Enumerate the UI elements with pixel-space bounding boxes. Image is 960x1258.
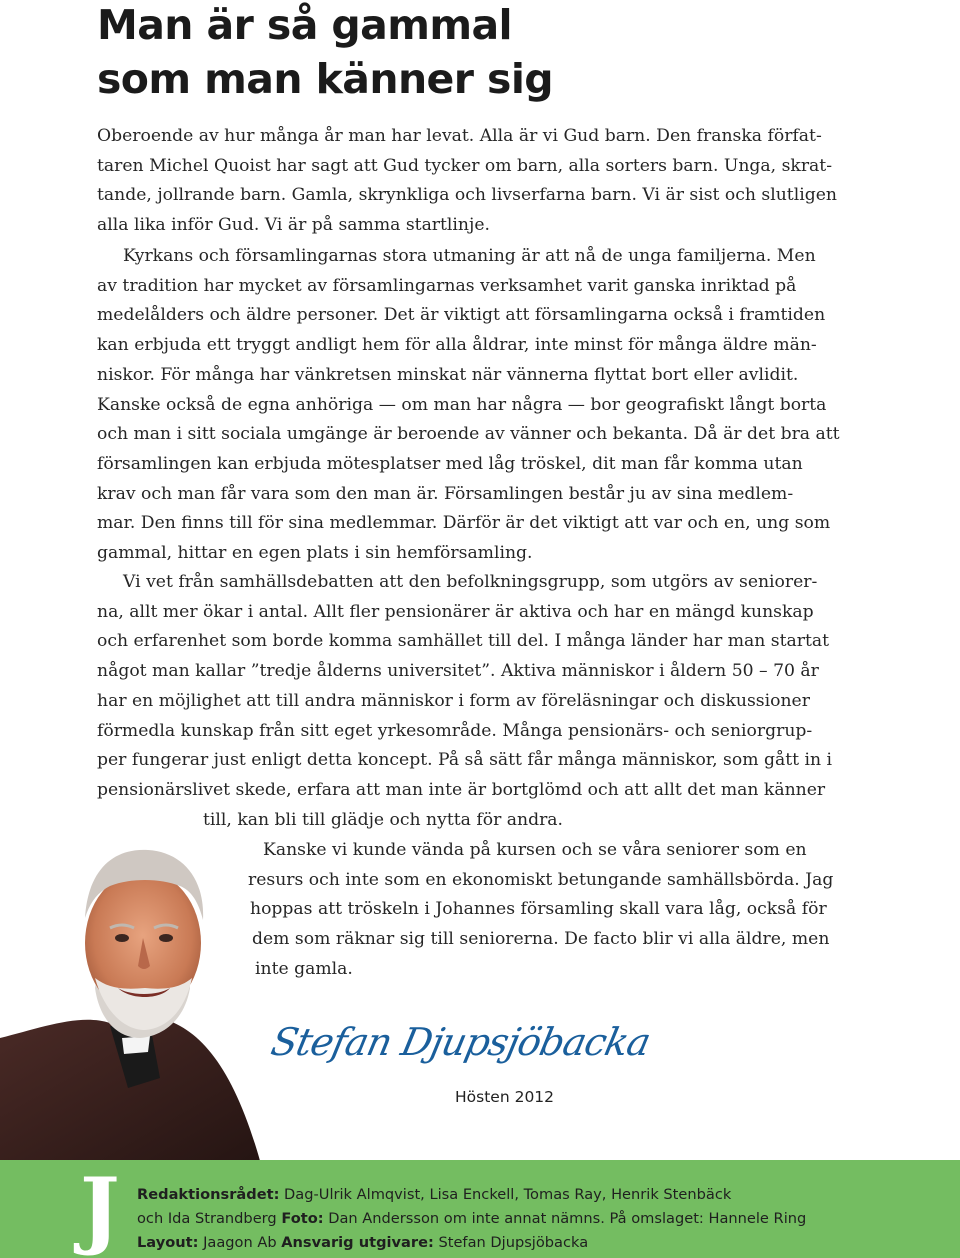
text-line: till, kan bli till glädje och nytta för andra.: [203, 809, 563, 830]
credit-label: Layout:: [137, 1234, 199, 1251]
text-line: krav och man får vara som den man är. Församlingen består ju av sina medlem-: [97, 483, 794, 504]
text-line: taren Michel Quoist har sagt att Gud tycker om barn, alla sorters barn. Unga, skrat-: [97, 155, 833, 176]
text-line: kan erbjuda ett tryggt andligt hem för alla åldrar, inte minst för många äldre män-: [97, 335, 817, 356]
text-line: na, allt mer ökar i antal. Allt fler pensionärer är aktiva och har en mängd kunskap: [97, 601, 814, 622]
text-line: gammal, hittar en egen plats i sin hemförsamling.: [97, 543, 533, 564]
text-line: inte gamla.: [255, 958, 353, 979]
credits-line-1: [137, 1183, 806, 1207]
title-line-1: Man är så gammal: [97, 1, 513, 49]
text-line: per fungerar just enligt detta koncept. På så sätt får många människor, som gått in i: [97, 750, 833, 771]
dateline: Hösten 2012: [455, 1088, 555, 1106]
text-line: har en möjlighet att till andra människor i form av föreläsningar och diskussioner: [97, 690, 810, 711]
text-line: medelålders och äldre personer. Det är viktigt att församlingarna också i framtiden: [97, 305, 826, 326]
text-line: tande, jollrande barn. Gamla, skrynkliga och livserfarna barn. Vi är sist och slutligen: [97, 185, 837, 206]
text-line: av tradition har mycket av församlingarnas verksamhet varit ganska inriktad på: [97, 275, 797, 296]
title-line-2: som man känner sig: [97, 55, 554, 103]
credit-label: Redaktionsrådet:: [137, 1186, 280, 1203]
paragraph-1: [97, 122, 837, 241]
text-line: Kanske vi kunde vända på kursen och se våra seniorer som en: [263, 840, 807, 860]
text-line: mar. Den finns till för sina medlemmar. Därför är det viktigt att var och en, ung som: [97, 513, 831, 534]
text-line: alla lika inför Gud. Vi är på samma startlinje.: [97, 215, 490, 236]
credit-label: Foto:: [281, 1210, 324, 1227]
text-line: pensionärslivet skede, erfara att man inte är bortglömd och att allt det man känner: [97, 779, 826, 800]
paragraph-3: [97, 568, 832, 835]
text-line: Oberoende av hur många år man har levat. Alla är vi Gud barn. Den franska förfat-: [97, 126, 822, 146]
text-line: hoppas att tröskeln i Johannes församling skall vara låg, också för: [250, 899, 827, 920]
author-portrait: [0, 838, 262, 1168]
text-line: församlingen kan erbjuda mötesplatser med låg tröskel, dit man får komma utan: [97, 453, 803, 474]
credit-label: Ansvarig utgivare:: [281, 1234, 434, 1251]
credit-text: Dag-Ulrik Almqvist, Lisa Enckell, Tomas Ray, Henrik Stenbäck: [279, 1186, 732, 1203]
credit-text: Jaagon Ab: [198, 1234, 282, 1251]
text-line: dem som räknar sig till seniorerna. De facto blir vi alla äldre, men: [252, 929, 830, 950]
credits-line-2: [137, 1207, 806, 1231]
text-line: och erfarenhet som borde komma samhället till del. I många länder har man startat: [97, 631, 830, 652]
credit-text: Stefan Djupsjöbacka: [433, 1234, 589, 1251]
footer-logo-initial: J: [80, 1159, 120, 1258]
credits: [137, 1183, 806, 1255]
text-line: Kanske också de egna anhöriga — om man har några — bor geografiskt långt borta: [97, 394, 827, 415]
author-signature: Stefan Djupsjöbacka: [267, 1020, 654, 1064]
text-line: förmedla kunskap från sitt eget yrkesområde. Många pensionärs- och seniorgrup-: [97, 720, 813, 741]
text-line: Kyrkans och församlingarnas stora utmaning är att nå de unga familjerna. Men: [123, 246, 816, 266]
text-line: och man i sitt sociala umgänge är beroende av vänner och bekanta. Då är det bra att: [97, 424, 840, 445]
credits-line-3: [137, 1231, 806, 1255]
paragraph-2: [97, 242, 840, 569]
text-line: niskor. För många har vänkretsen minskat när vännerna flyttat bort eller avlidit.: [97, 364, 799, 385]
credit-text: Dan Andersson om inte annat nämns. På omslaget: Hannele Ring: [323, 1210, 807, 1227]
text-line: Vi vet från samhällsdebatten att den befolkningsgrupp, som utgörs av seniorer-: [123, 572, 818, 592]
credit-text: och Ida Strandberg: [137, 1210, 282, 1227]
text-line: resurs och inte som en ekonomiskt betungande samhällsbörda. Jag: [248, 869, 834, 890]
page-title: [97, 0, 553, 106]
text-line: något man kallar ”tredje ålderns universitet”. Aktiva människor i åldern 50 – 70 år: [97, 661, 819, 682]
